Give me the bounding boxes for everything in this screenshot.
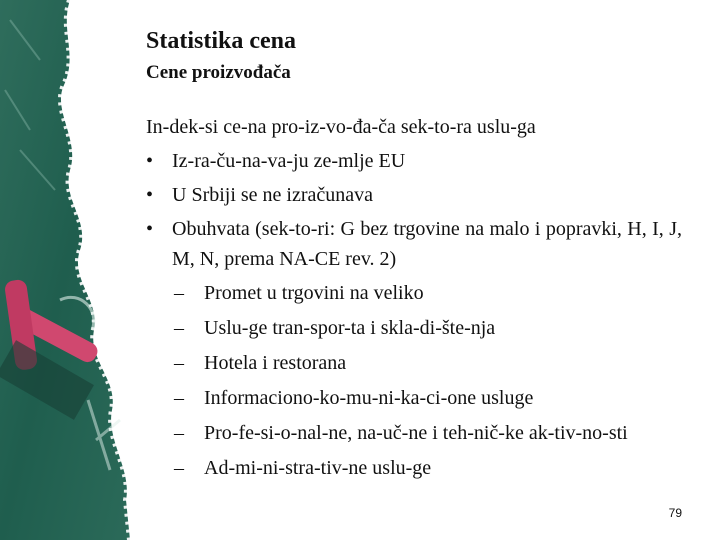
dash-marker: – — [174, 352, 184, 374]
sub-list — [146, 276, 682, 486]
slide-subtitle: Cene proizvođača — [146, 62, 291, 83]
bullet-marker: • — [146, 218, 154, 240]
bullet-text: Iz-ra-ču-na-va-ju ze-mlje EU — [172, 150, 406, 172]
lead-line: In-dek-si ce-na pro-iz-vo-đa-ča sek-to-ra uslu-ga — [146, 116, 536, 138]
sub-item — [174, 451, 682, 486]
bullet-item — [146, 214, 682, 274]
page-number: 79 — [668, 506, 682, 520]
dash-marker: – — [174, 387, 184, 409]
dash-marker: – — [174, 422, 184, 444]
sub-text: Ad-mi-ni-stra-tiv-ne uslu-ge — [204, 457, 432, 479]
sub-text: Uslu-ge tran-spor-ta i skla-di-šte-nja — [204, 317, 496, 339]
sub-item — [174, 416, 682, 451]
sub-text: Hotela i restorana — [204, 352, 347, 374]
dash-marker: – — [174, 317, 184, 339]
sub-item — [174, 346, 682, 381]
bullet-text: U Srbiji se ne izračunava — [172, 184, 374, 206]
bullet-list — [146, 144, 682, 274]
bullet-item — [146, 178, 682, 212]
chalkboard-decoration — [0, 0, 140, 540]
sub-text: Informaciono-ko-mu-ni-ka-ci-one usluge — [204, 387, 534, 409]
dash-marker: – — [174, 282, 184, 304]
slide-content — [146, 110, 682, 486]
bullet-marker: • — [146, 150, 154, 172]
sub-item — [174, 276, 682, 311]
bullet-text: Obuhvata (sek-to-ri: G bez trgovine na malo i popravki, H, I, J, M, N, prema NA-CE rev. 2) — [172, 218, 682, 270]
bullet-marker: • — [146, 184, 154, 206]
dash-marker: – — [174, 457, 184, 479]
sub-item — [174, 381, 682, 416]
bullet-item — [146, 144, 682, 178]
sub-text: Pro-fe-si-o-nal-ne, na-uč-ne i teh-nič-ke ak-tiv-no-sti — [204, 422, 628, 444]
slide-title: Statistika cena — [146, 28, 296, 54]
sub-item — [174, 311, 682, 346]
sub-text: Promet u trgovini na veliko — [204, 282, 424, 304]
